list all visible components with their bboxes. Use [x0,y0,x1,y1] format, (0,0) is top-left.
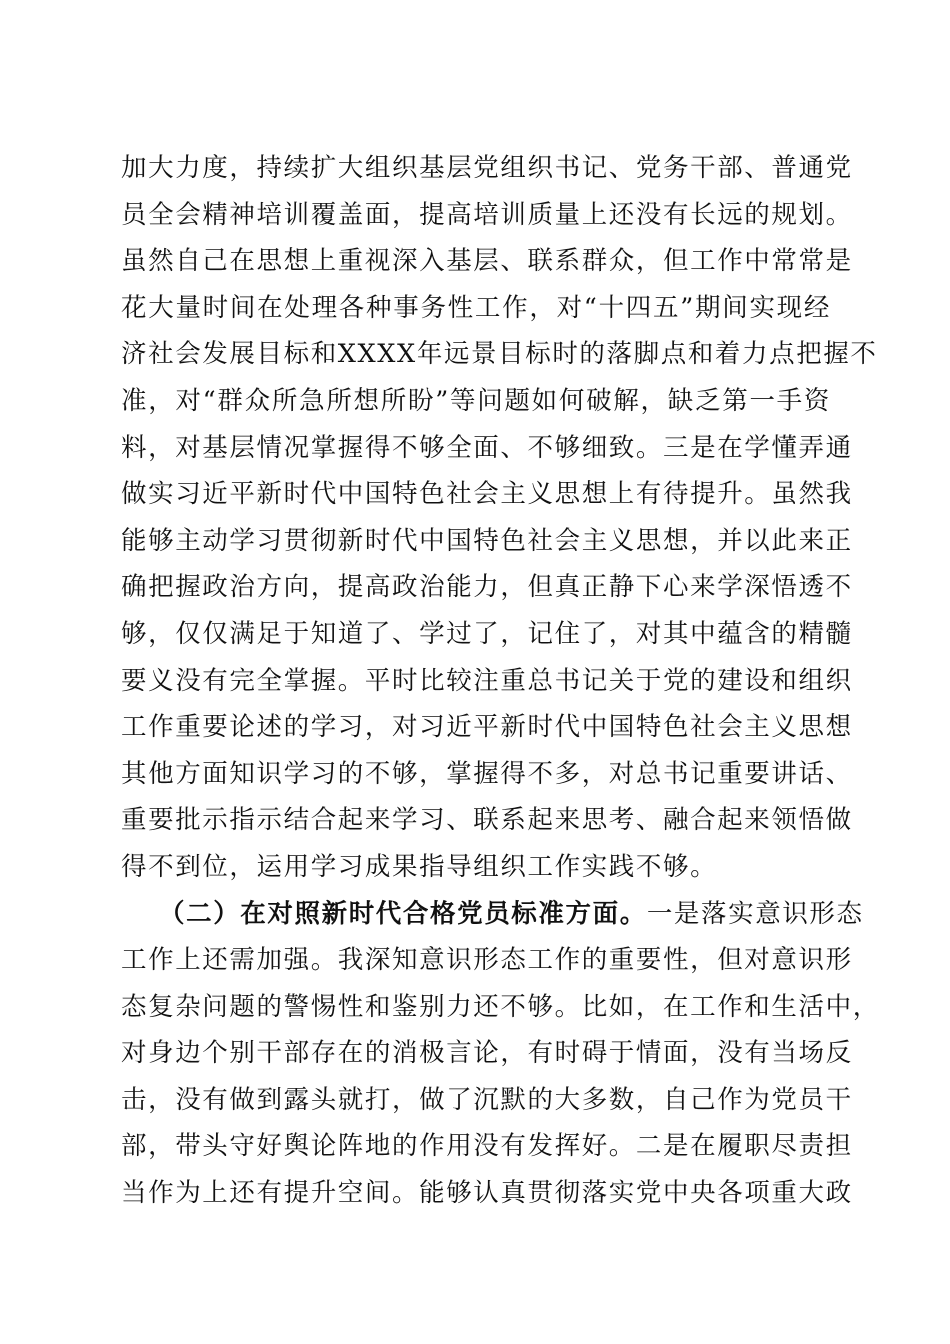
section-two-lead-text: 一是落实意识形态 [646,898,864,929]
paragraph-line: 击，没有做到露头就打，做了沉默的大多数，自己作为党员干 [121,1084,853,1115]
paragraph-line: 其他方面知识学习的不够，掌握得不多，对总书记重要讲话、 [121,758,853,789]
section-two-heading: （二）在对照新时代合格党员标准方面。 [159,898,647,929]
paragraph-line: 虽然自己在思想上重视深入基层、联系群众，但工作中常常是 [121,246,853,277]
section-two-first-line [121,891,864,938]
paragraph-line: 员全会精神培训覆盖面，提高培训质量上还没有长远的规划。 [121,199,853,230]
paragraph-line: 确把握政治方向，提高政治能力，但真正静下心来学深悟透不 [121,572,853,603]
paragraph-line: 工作上还需加强。我深知意识形态工作的重要性，但对意识形 [121,945,853,976]
paragraph-line: 态复杂问题的警惕性和鉴别力还不够。比如，在工作和生活中， [121,991,880,1022]
paragraph-line: 对身边个别干部存在的消极言论，有时碍于情面，没有当场反 [121,1038,853,1069]
paragraph-line: 做实习近平新时代中国特色社会主义思想上有待提升。虽然我 [121,479,853,510]
paragraph-line: 工作重要论述的学习，对习近平新时代中国特色社会主义思想 [121,712,853,743]
paragraph-line: 花大量时间在处理各种事务性工作，对“十四五”期间实现经 [121,292,831,323]
paragraph-line: 准，对“群众所急所想所盼”等问题如何破解，缺乏第一手资 [121,385,831,416]
paragraph-line: 部，带头守好舆论阵地的作用没有发挥好。二是在履职尽责担 [121,1131,853,1162]
paragraph-line: 加大力度，持续扩大组织基层党组织书记、党务干部、普通党 [121,153,853,183]
paragraph-line: 料，对基层情况掌握得不够全面、不够细致。三是在学懂弄通 [121,432,853,463]
paragraph-line: 要义没有完全掌握。平时比较注重总书记关于党的建设和组织 [121,665,853,696]
paragraph-line: 济社会发展目标和XXXX年远景目标时的落脚点和着力点把握不 [121,339,878,370]
paragraph-line: 当作为上还有提升空间。能够认真贯彻落实党中央各项重大政 [121,1178,853,1209]
paragraph-line: 重要批示指示结合起来学习、联系起来思考、融合起来领悟做 [121,805,853,836]
paragraph-line: 得不到位，运用学习成果指导组织工作实践不够。 [121,851,718,882]
paragraph-line: 能够主动学习贯彻新时代中国特色社会主义思想，并以此来正 [121,525,853,556]
paragraph-line: 够，仅仅满足于知道了、学过了，记住了，对其中蕴含的精髓 [121,618,853,649]
document-body [121,145,880,1217]
